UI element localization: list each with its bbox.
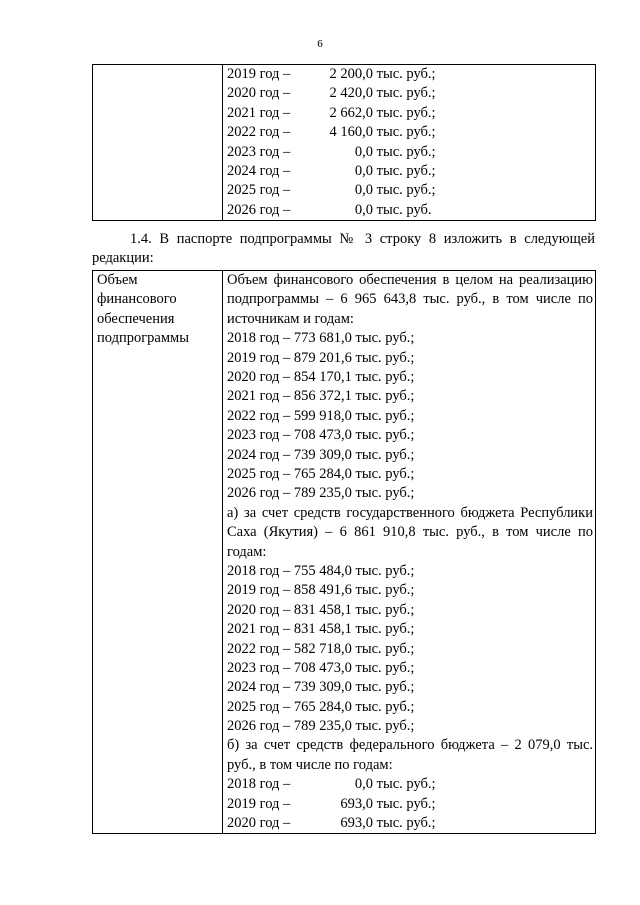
section-a-year-line: 2022 год – 582 718,0 тыс. руб.; [227,640,415,657]
section-a-year-line: 2020 год – 831 458,1 тыс. руб.; [227,601,415,618]
total-year-line: 2023 год – 708 473,0 тыс. руб.; [227,427,415,444]
table1-left-cell [93,65,223,221]
section-a-year-line: 2021 год – 831 458,1 тыс. руб.; [227,621,415,638]
year-amount-line: 2026 год – 0,0 тыс. руб. [227,201,432,218]
amendment-paragraph: 1.4. В паспорте подпрограммы № 3 строку 8 изложить в следующей редакции: [92,231,595,267]
total-year-line: 2022 год – 599 918,0 тыс. руб.; [227,407,415,424]
section-a-year-line: 2024 год – 739 309,0 тыс. руб.; [227,679,415,696]
funding-intro: Объем финансового обеспечения в целом на реализацию подпрограммы – 6 965 643,8 тыс. руб., в том числе по источникам и годам: [227,272,593,327]
row-label-cell [93,271,223,834]
section-b-year-line: 2020 год – 693,0 тыс. руб.; [227,815,436,832]
total-year-line: 2025 год – 765 284,0 тыс. руб.; [227,465,415,482]
table1-right-cell [223,65,596,221]
total-year-line: 2021 год – 856 372,1 тыс. руб.; [227,388,415,405]
total-year-line: 2020 год – 854 170,1 тыс. руб.; [227,369,415,385]
page-number: 6 [317,38,323,50]
section-a-year-line: 2018 год – 755 484,0 тыс. руб.; [227,562,415,579]
section-a-year-line: 2019 год – 858 491,6 тыс. руб.; [227,582,415,599]
year-amount-line: 2020 год – 2 420,0 тыс. руб.; [227,85,436,102]
row-content-cell [223,271,596,834]
year-amount-line: 2024 год – 0,0 тыс. руб.; [227,162,436,179]
section-b-heading: б) за счет средств федерального бюджета – 2 079,0 тыс. руб., в том числе по годам: [227,737,593,773]
section-a-heading: а) за счет средств государственного бюджета Республики Саха (Якутия) – 6 861 910,8 тыс. руб., в том числе по годам: [227,504,593,560]
section-b-year-line: 2018 год – 0,0 тыс. руб.; [227,776,436,793]
year-amount-line: 2023 год – 0,0 тыс. руб.; [227,143,436,160]
total-year-line: 2019 год – 879 201,6 тыс. руб.; [227,349,415,366]
year-amount-line: 2021 год – 2 662,0 тыс. руб.; [227,104,436,121]
total-year-line: 2026 год – 789 235,0 тыс. руб.; [227,485,415,502]
section-a-year-line: 2025 год – 765 284,0 тыс. руб.; [227,698,415,715]
row-label: Объем финансового обеспечения подпрограммы [97,272,189,347]
total-year-line: 2018 год – 773 681,0 тыс. руб.; [227,330,415,347]
subprogram-funding-table [92,270,596,834]
total-year-line: 2024 год – 739 309,0 тыс. руб.; [227,446,415,463]
funding-table-continued [92,64,596,221]
section-a-year-line: 2023 год – 708 473,0 тыс. руб.; [227,659,415,676]
year-amount-line: 2022 год – 4 160,0 тыс. руб.; [227,124,436,141]
year-amount-line: 2025 год – 0,0 тыс. руб.; [227,182,436,199]
year-amount-line: 2019 год – 2 200,0 тыс. руб.; [227,66,436,82]
section-a-year-line: 2026 год – 789 235,0 тыс. руб.; [227,718,415,735]
section-b-year-line: 2019 год – 693,0 тыс. руб.; [227,795,436,812]
